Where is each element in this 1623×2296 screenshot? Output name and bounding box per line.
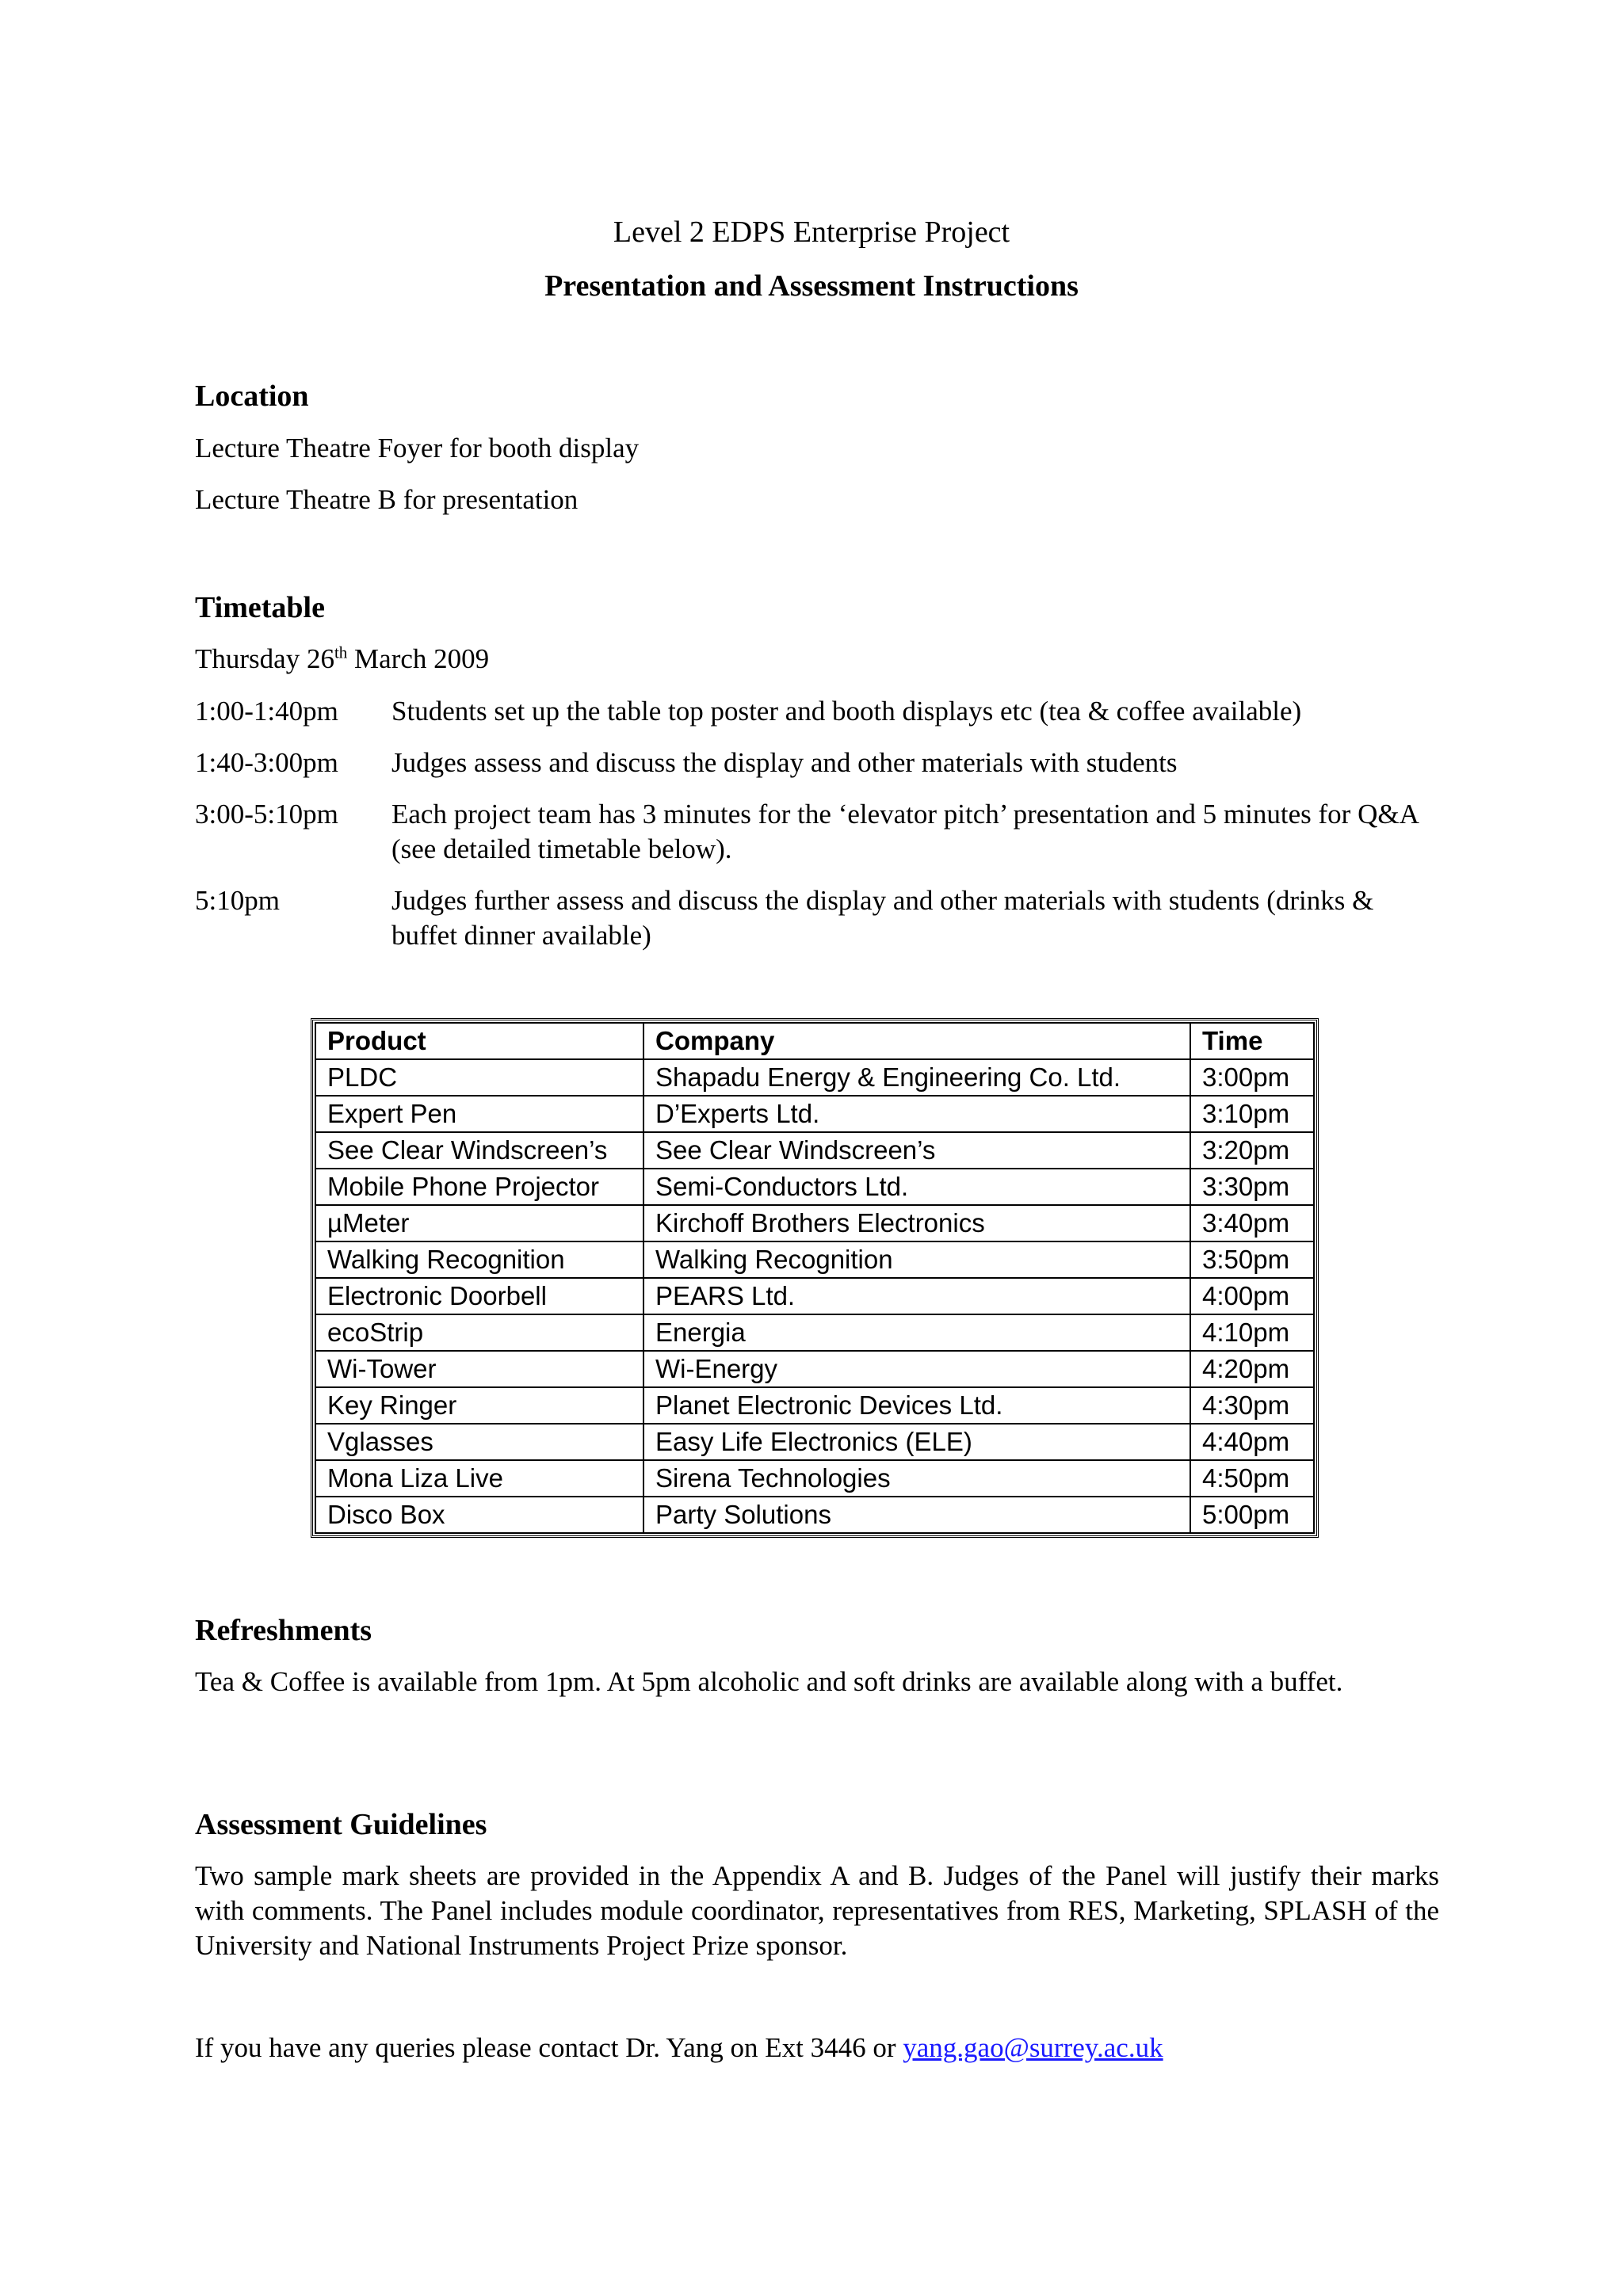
time-cell: 4:50pm (1190, 1460, 1314, 1497)
schedule-time: 1:40-3:00pm (195, 747, 338, 778)
product-cell: See Clear Windscreen’s (315, 1132, 643, 1169)
contact-text: If you have any queries please contact Dr. Yang on Ext 3446 or (195, 2032, 903, 2063)
date-suffix: March 2009 (347, 643, 490, 674)
document-subtitle: Presentation and Assessment Instructions (544, 269, 1079, 303)
schedule-desc: Each project team has 3 minutes for the ‘elevator pitch’ presentation and 5 minutes for Q&A (see detailed timetable below). (391, 799, 1418, 864)
time-cell: 3:40pm (1190, 1205, 1314, 1241)
presentation-schedule-table (311, 1018, 1319, 1538)
company-cell: PEARS Ltd. (643, 1278, 1190, 1314)
assessment-text: Two sample mark sheets are provided in the Appendix A and B. Judges of the Panel will justify their marks with comments. The Panel includes module coordinator, representatives from RES, Marketing, SPLASH of the University and National Instruments Project Prize sponsor. (195, 1860, 1439, 1961)
table-row (315, 1169, 1314, 1205)
table-row (315, 1096, 1314, 1132)
table-header-row (315, 1023, 1314, 1059)
company-cell: Sirena Technologies (643, 1460, 1190, 1497)
refreshments-heading: Refreshments (195, 1614, 372, 1647)
contact-email-link[interactable]: yang.gao@surrey.ac.uk (903, 2032, 1163, 2063)
time-cell: 4:10pm (1190, 1314, 1314, 1351)
company-cell: Planet Electronic Devices Ltd. (643, 1387, 1190, 1424)
time-cell: 3:00pm (1190, 1059, 1314, 1096)
company-cell: Wi-Energy (643, 1351, 1190, 1387)
company-cell: Party Solutions (643, 1497, 1190, 1533)
time-cell: 3:50pm (1190, 1241, 1314, 1278)
time-cell: 3:30pm (1190, 1169, 1314, 1205)
company-cell: Energia (643, 1314, 1190, 1351)
product-cell: Expert Pen (315, 1096, 643, 1132)
table-row (315, 1278, 1314, 1314)
product-cell: Vglasses (315, 1424, 643, 1460)
table-row (315, 1314, 1314, 1351)
table-row (315, 1460, 1314, 1497)
table-row (315, 1059, 1314, 1096)
table-row (315, 1351, 1314, 1387)
company-cell: Kirchoff Brothers Electronics (643, 1205, 1190, 1241)
product-cell: ecoStrip (315, 1314, 643, 1351)
company-cell: Easy Life Electronics (ELE) (643, 1424, 1190, 1460)
table-row (315, 1387, 1314, 1424)
document-title: Level 2 EDPS Enterprise Project (613, 215, 1010, 249)
time-cell: 4:20pm (1190, 1351, 1314, 1387)
table-row (315, 1497, 1314, 1533)
company-cell: See Clear Windscreen’s (643, 1132, 1190, 1169)
time-cell: 4:30pm (1190, 1387, 1314, 1424)
product-cell: Disco Box (315, 1497, 643, 1533)
location-heading: Location (195, 379, 309, 413)
schedule-desc: Judges further assess and discuss the display and other materials with students (drinks & buffet dinner available) (391, 885, 1374, 951)
table-row (315, 1424, 1314, 1460)
column-header-product: Product (315, 1023, 643, 1059)
location-line-2: Lecture Theatre B for presentation (195, 484, 579, 515)
schedule-time: 3:00-5:10pm (195, 799, 338, 830)
table-body (315, 1059, 1314, 1533)
time-cell: 3:20pm (1190, 1132, 1314, 1169)
column-header-time: Time (1190, 1023, 1314, 1059)
product-cell: Key Ringer (315, 1387, 643, 1424)
product-cell: Wi-Tower (315, 1351, 643, 1387)
table-row (315, 1241, 1314, 1278)
refreshments-text: Tea & Coffee is available from 1pm. At 5pm alcoholic and soft drinks are available along with a buffet. (195, 1666, 1343, 1697)
date-ordinal: th (334, 643, 348, 662)
product-cell: PLDC (315, 1059, 643, 1096)
table-row (315, 1205, 1314, 1241)
schedule-time: 1:00-1:40pm (195, 696, 338, 727)
schedule-desc: Judges assess and discuss the display and other materials with students (391, 747, 1178, 778)
table-row (315, 1132, 1314, 1169)
schedule-desc: Students set up the table top poster and booth displays etc (tea & coffee available) (391, 696, 1302, 727)
time-cell: 4:40pm (1190, 1424, 1314, 1460)
company-cell: Walking Recognition (643, 1241, 1190, 1278)
assessment-heading: Assessment Guidelines (195, 1808, 487, 1841)
contact-line (195, 2031, 1163, 2065)
product-cell: Electronic Doorbell (315, 1278, 643, 1314)
product-cell: Mona Liza Live (315, 1460, 643, 1497)
date-prefix: Thursday 26 (195, 643, 334, 674)
company-cell: Semi-Conductors Ltd. (643, 1169, 1190, 1205)
time-cell: 4:00pm (1190, 1278, 1314, 1314)
product-cell: Walking Recognition (315, 1241, 643, 1278)
location-line-1: Lecture Theatre Foyer for booth display (195, 433, 640, 463)
time-cell: 3:10pm (1190, 1096, 1314, 1132)
time-cell: 5:00pm (1190, 1497, 1314, 1533)
timetable-heading: Timetable (195, 591, 325, 624)
column-header-company: Company (643, 1023, 1190, 1059)
product-cell: µMeter (315, 1205, 643, 1241)
company-cell: Shapadu Energy & Engineering Co. Ltd. (643, 1059, 1190, 1096)
product-cell: Mobile Phone Projector (315, 1169, 643, 1205)
timetable-date (195, 642, 489, 677)
schedule-time: 5:10pm (195, 885, 280, 916)
company-cell: D’Experts Ltd. (643, 1096, 1190, 1132)
